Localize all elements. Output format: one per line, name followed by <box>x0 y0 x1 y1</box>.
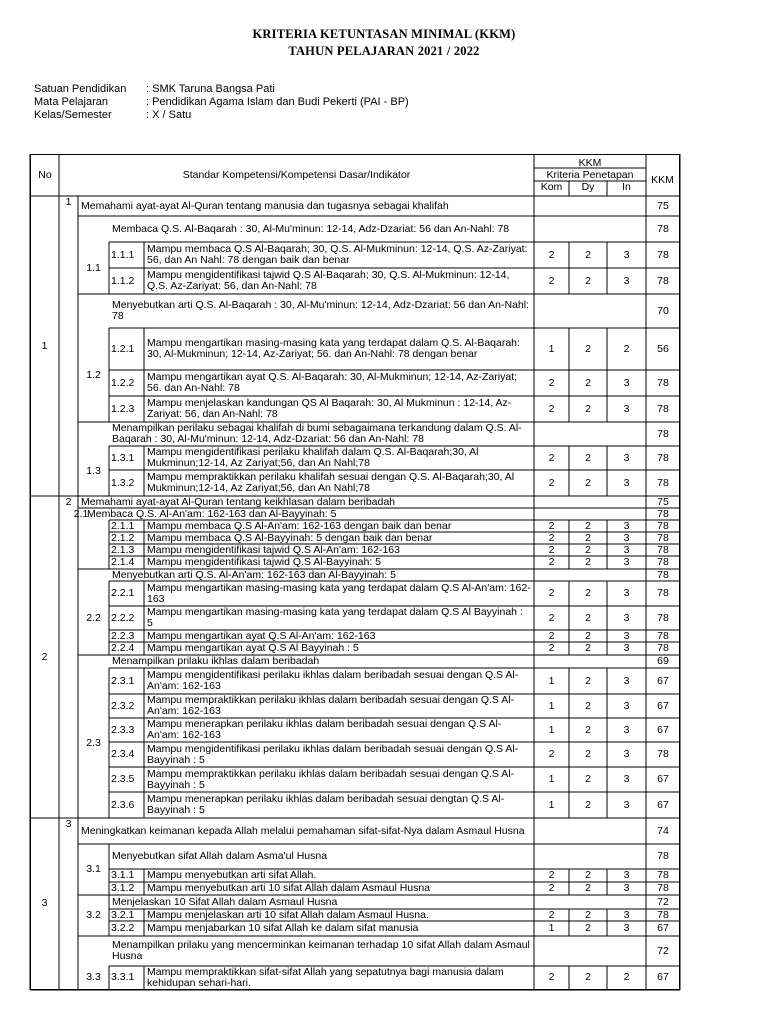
dy-value: 2 <box>585 556 591 568</box>
indicator-text: Mampu menerapkan perilaku ikhlas dalam beribadah sesuai dengtan Q.S Al-Bayyinah : 5 <box>147 793 505 816</box>
document-subtitle: TAHUN PELAJARAN 2021 / 2022 <box>288 44 480 58</box>
indicator-number: 2.3.4 <box>111 748 135 760</box>
kkm-value: 78 <box>657 748 669 760</box>
indicator-text: Mampu mempraktikkan perilaku khalifah sesuai dengan Q.S. Al-Baqarah;30, Al Mukminun;12-14, Az Zariyat;56, dan An Nahl;78 <box>147 471 515 494</box>
kom-value: 2 <box>548 629 555 642</box>
header-no: No <box>38 169 52 181</box>
kom-value: 1 <box>548 922 555 934</box>
dy-value: 2 <box>585 748 591 760</box>
kkm-value: 67 <box>657 674 669 687</box>
info-value: : SMK Taruna Bangsa Pati <box>146 83 275 95</box>
indicator-text: Mampu menjelaskan arti 10 sifat Allah dalam Asmaul Husna. <box>147 908 429 921</box>
info-value: : X / Satu <box>146 109 192 121</box>
kom-value: 1 <box>548 699 555 712</box>
indicator-text: Mampu mengidentifikasi tajwid Q.S Al-An'am: 162-163 <box>147 543 400 556</box>
kkm-value: 67 <box>657 798 669 811</box>
kkm-value: 69 <box>657 655 669 667</box>
kkm-value: 78 <box>657 451 669 464</box>
kkm-value: 78 <box>657 543 669 556</box>
indicator-text: Mampu menyebutkan arti sifat Allah. <box>147 869 317 881</box>
dy-value: 2 <box>585 402 591 415</box>
indicator-number: 2.1.3 <box>111 543 135 556</box>
info-value: : Pendidikan Agama Islam dan Budi Pekerti (PAI - BP) <box>146 96 409 108</box>
dy-value: 2 <box>585 476 591 489</box>
in-value: 3 <box>623 402 630 415</box>
in-value: 2 <box>623 971 630 983</box>
kkm-value: 72 <box>657 895 669 908</box>
kom-value: 2 <box>548 611 555 624</box>
dy-value: 2 <box>585 531 591 544</box>
kd-number: 2.3 <box>86 736 101 749</box>
kd-number: 1.2 <box>86 368 101 381</box>
dy-value: 2 <box>585 699 591 712</box>
indicator-number: 2.3.6 <box>111 798 135 811</box>
dy-value: 2 <box>585 519 591 532</box>
in-value: 3 <box>623 773 630 785</box>
kd-number: 1.1 <box>86 261 101 274</box>
kompetensi-dasar-text: Menyebutkan arti Q.S. Al-An'am: 162-163 dan Al-Bayyinah: 5 <box>112 568 396 581</box>
indicator-number: 2.3.3 <box>111 723 135 736</box>
dy-value: 2 <box>585 248 591 261</box>
in-value: 3 <box>623 611 630 624</box>
indicator-number: 1.2.2 <box>111 376 135 389</box>
info-label: Kelas/Semester <box>34 109 112 121</box>
in-value: 3 <box>623 556 630 568</box>
dy-value: 2 <box>585 882 591 894</box>
indicator-text: Mampu mengidentifikasi perilaku ikhlas dalam beribadah sesuai dengan Q.S Al-An'am: 162-163 <box>147 669 519 692</box>
section-number: 2 <box>41 650 48 663</box>
kkm-value: 78 <box>657 222 669 235</box>
indicator-text: Mampu mengartikan ayat Q.S Al Bayyinah : 5 <box>147 642 359 654</box>
in-value: 3 <box>623 674 630 687</box>
indicator-number: 3.2.1 <box>111 908 135 921</box>
kom-value: 2 <box>548 519 555 532</box>
kom-value: 2 <box>548 971 555 983</box>
kkm-value: 78 <box>657 629 669 642</box>
kkm-value: 78 <box>657 519 669 532</box>
in-value: 3 <box>623 274 630 287</box>
dy-value: 2 <box>585 922 591 934</box>
dy-value: 2 <box>585 642 591 654</box>
info-label: Mata Pelajaran <box>34 96 108 108</box>
kd-number: 1.3 <box>86 464 101 477</box>
kd-number: 3.2 <box>86 909 101 921</box>
dy-value: 2 <box>585 971 591 983</box>
kkm-value: 75 <box>657 199 669 212</box>
header-dy: Dy <box>581 181 595 193</box>
kompetensi-dasar-text: Menyebutkan arti Q.S. Al-Baqarah : 30, Al-Mu'minun: 12-14, Adz-Dzariat: 56 dan An-Nahl: 78 <box>112 299 529 322</box>
indicator-number: 2.2.2 <box>111 611 135 624</box>
standar-kompetensi-text: Meningkatkan keimanan kepada Allah melalui pemahaman sifat-sifat-Nya dalam Asmaul Husna <box>81 824 525 837</box>
in-value: 3 <box>623 248 630 261</box>
kkm-value: 67 <box>657 723 669 736</box>
indicator-text: Mampu mempraktikkan sifat-sifat Allah yang sepatutnya bagi manusia dalam kehidupan sehari-hari. <box>147 965 504 989</box>
dy-value: 2 <box>585 274 591 287</box>
kkm-value: 78 <box>657 611 669 624</box>
kkm-value: 56 <box>657 342 669 355</box>
in-value: 2 <box>623 342 630 355</box>
header-standar-kompetensi: Standar Kompetensi/Kompetensi Dasar/Indikator <box>182 169 411 181</box>
indicator-text: Mampu mengartikan ayat Q.S Al-An'am: 162-163 <box>147 629 376 642</box>
indicator-number: 2.2.3 <box>111 629 135 642</box>
dy-value: 2 <box>585 451 591 464</box>
kkm-value: 70 <box>657 304 669 317</box>
indicator-number: 2.1.2 <box>111 531 135 544</box>
in-value: 3 <box>623 587 630 599</box>
indicator-text: Mampu mengartikan masing-masing kata yang terdapat dalam Q.S Al-An'am: 162-163 <box>147 581 531 605</box>
kd-number: 2.2 <box>86 611 101 624</box>
dy-value: 2 <box>585 611 591 624</box>
indicator-number: 3.1.1 <box>111 869 135 881</box>
indicator-text: Mampu membaca Q.S Al-Baqarah; 30, Q.S. Al-Mukminun: 12-14, Q.S. Az-Zariyat: 56, dan An Nahl: 78 dengan baik dan benar <box>147 243 528 266</box>
info-label: Satuan Pendidikan <box>34 83 127 95</box>
header-kkm-group: KKM <box>578 157 602 169</box>
kompetensi-dasar-text: Membaca Q.S. Al-Baqarah : 30, Al-Mu'minun: 12-14, Adz-Dzariat: 56 dan An-Nahl: 78 <box>112 222 510 235</box>
kkm-value: 78 <box>657 531 669 544</box>
kom-value: 2 <box>548 908 555 921</box>
kompetensi-dasar-text: Menampilkan prilaku ikhlas dalam beribadah <box>112 655 320 667</box>
section-sub-number: 3 <box>65 818 72 830</box>
standar-kompetensi-text: Memahami ayat-ayat Al-Quran tentang manusia dan tugasnya sebagai khalifah <box>81 199 449 212</box>
kd-number: 3.1 <box>86 863 101 875</box>
kom-value: 2 <box>548 748 555 760</box>
indicator-number: 2.3.2 <box>111 699 135 712</box>
kkm-value: 78 <box>657 476 669 489</box>
indicator-number: 1.3.1 <box>111 451 135 464</box>
dy-value: 2 <box>585 342 591 355</box>
in-value: 3 <box>623 543 630 556</box>
in-value: 3 <box>623 451 630 464</box>
in-value: 3 <box>623 748 630 760</box>
kom-value: 1 <box>548 674 555 687</box>
kom-value: 2 <box>548 642 555 654</box>
kkm-value: 78 <box>657 427 669 440</box>
kom-value: 2 <box>548 402 555 415</box>
indicator-number: 2.1.1 <box>111 519 135 532</box>
kom-value: 2 <box>548 248 555 261</box>
kd-number: 3.3 <box>86 971 101 983</box>
kompetensi-dasar-text: Membaca Q.S. Al-An'am: 162-163 dan Al-Bayyinah: 5 <box>87 507 337 520</box>
indicator-number: 3.1.2 <box>111 882 135 894</box>
section-sub-number: 1 <box>65 196 72 208</box>
section-sub-number: 2 <box>65 496 72 508</box>
header-kom: Kom <box>540 181 563 193</box>
kkm-value: 78 <box>657 556 669 568</box>
indicator-text: Mampu menjabarkan 10 sifat Allah ke dalam sifat manusia <box>147 922 419 934</box>
kkm-value: 67 <box>657 773 669 785</box>
indicator-text: Mampu menjelaskan kandungan QS Al Baqarah: 30, Al Mukminun : 12-14, Az-Zariyat: 56, dan An-Nahl: 78 <box>147 397 512 420</box>
kkm-value: 78 <box>657 568 669 581</box>
kompetensi-dasar-text: Menampilkan perilaku sebagai khalifah di bumi sebagaimana terkandung dalam Q.S. Al-Baqarah : 30, Al-Mu'minun: 12-14, Adz-Dzariat: 56 dan An-Nahl: 78 <box>112 422 522 445</box>
kom-value: 2 <box>548 869 555 881</box>
in-value: 3 <box>623 882 630 894</box>
section-number: 3 <box>41 897 48 909</box>
indicator-number: 2.1.4 <box>111 556 135 568</box>
kkm-value: 78 <box>657 402 669 415</box>
dy-value: 2 <box>585 908 591 921</box>
header-in: In <box>622 181 631 193</box>
indicator-text: Mampu membaca Q.S Al-Bayyinah: 5 dengan baik dan benar <box>147 531 433 544</box>
indicator-text: Mampu mengidentifikasi perilaku ikhlas dalam beribadah sesuai dengan Q.S Al- Bayyinah : 5 <box>147 742 519 766</box>
indicator-number: 1.1.2 <box>111 274 135 287</box>
kom-value: 2 <box>548 451 555 464</box>
dy-value: 2 <box>585 773 591 785</box>
indicator-text: Mampu mengidentifikasi tajwid Q.S Al-Bayyinah: 5 <box>147 556 382 568</box>
indicator-text: Mampu membaca Q.S Al-An'am: 162-163 dengan baik dan benar <box>147 519 452 532</box>
dy-value: 2 <box>585 798 591 811</box>
section-number: 1 <box>41 339 48 352</box>
in-value: 3 <box>623 922 630 934</box>
in-value: 3 <box>623 642 630 654</box>
kom-value: 1 <box>548 773 555 785</box>
kom-value: 2 <box>548 882 555 894</box>
kd-number: 2.1 <box>73 507 89 520</box>
indicator-number: 1.1.1 <box>111 248 135 261</box>
indicator-number: 2.3.5 <box>111 773 135 785</box>
kkm-value: 78 <box>657 642 669 654</box>
kompetensi-dasar-text: Menampilkan prilaku yang mencerminkan keimanan terhadap 10 sifat Allah dalam Asmaul Husna <box>112 939 530 962</box>
kkm-value: 67 <box>657 922 669 934</box>
kom-value: 2 <box>548 476 555 489</box>
header-kkm: KKM <box>651 174 674 186</box>
in-value: 3 <box>623 798 630 811</box>
in-value: 3 <box>623 476 630 489</box>
kkm-value: 75 <box>657 495 669 508</box>
kkm-value: 78 <box>657 507 669 520</box>
kompetensi-dasar-text: Menyebutkan sifat Allah dalam Asma'ul Husna <box>112 850 328 862</box>
kd-number <box>78 520 109 569</box>
indicator-number: 2.2.4 <box>111 642 135 654</box>
kkm-value: 67 <box>657 971 669 983</box>
kkm-value: 67 <box>657 699 669 712</box>
dy-value: 2 <box>585 869 591 881</box>
dy-value: 2 <box>585 587 591 599</box>
in-value: 3 <box>623 531 630 544</box>
kompetensi-dasar-text: Menjelaskan 10 Sifat Allah dalam Asmaul Husna <box>112 895 338 908</box>
indicator-text: Mampu menerapkan perilaku ikhlas dalam beribadah sesuai dengan Q.S Al-An'am: 162-163 <box>147 718 502 741</box>
kom-value: 2 <box>548 587 555 599</box>
standar-kompetensi-text: Memahami ayat-ayat Al-Quran tentang keikhlasan dalam beribadah <box>81 495 396 508</box>
kkm-value: 72 <box>657 944 669 957</box>
indicator-number: 1.2.3 <box>111 402 135 415</box>
kkm-value: 78 <box>657 850 669 862</box>
kkm-value: 78 <box>657 869 669 881</box>
kom-value: 1 <box>548 723 555 736</box>
indicator-text: Mampu mengartikan ayat Q.S. Al-Baqarah: 30, Al-Mukminun; 12-14, Az-Zariyat; 56. dan An-Nahl: 78 <box>147 371 518 394</box>
dy-value: 2 <box>585 376 591 389</box>
kkm-value: 78 <box>657 274 669 287</box>
indicator-text: Mampu mengartikan masing-masing kata yang terdapat dalam Q.S. Al-Baqarah: 30, Al-Mukminun; 12-14, Az-Zariyat; 56. dan An-Nahl: 78 dengan benar <box>147 337 520 360</box>
indicator-text: Mampu mengidentifikasi tajwid Q.S Al-Baqarah; 30, Q.S. Al-Mukminun: 12-14, Q.S. Az-Zariyat: 56, dan An-Nahl: 78 <box>147 269 510 292</box>
indicator-text: Mampu mengidentifikasi perilaku khalifah dalam Q.S. Al-Baqarah;30, Al Mukminun;12-14, Az Zariyat;56, dan An Nahl;78 <box>147 446 479 469</box>
kkm-value: 78 <box>657 248 669 261</box>
in-value: 3 <box>623 723 630 736</box>
kkm-value: 78 <box>657 882 669 894</box>
in-value: 3 <box>623 699 630 712</box>
dy-value: 2 <box>585 674 591 687</box>
indicator-number: 2.3.1 <box>111 674 135 687</box>
dy-value: 2 <box>585 629 591 642</box>
kom-value: 1 <box>548 798 555 811</box>
kom-value: 2 <box>548 543 555 556</box>
indicator-number: 1.2.1 <box>111 342 135 355</box>
indicator-text: Mampu mempraktikkan perilaku ikhlas dalam beribadah sesuai dengan Q.S Al- Bayyinah : 5 <box>147 767 515 791</box>
kom-value: 1 <box>548 342 555 355</box>
in-value: 3 <box>623 629 630 642</box>
dy-value: 2 <box>585 723 591 736</box>
kkm-value: 78 <box>657 587 669 599</box>
kom-value: 2 <box>548 556 555 568</box>
kkm-value: 74 <box>657 824 669 837</box>
in-value: 3 <box>623 869 630 881</box>
kom-value: 2 <box>548 376 555 389</box>
kom-value: 2 <box>548 531 555 544</box>
dy-value: 2 <box>585 543 591 556</box>
document-title: KRITERIA KETUNTASAN MINIMAL (KKM) <box>252 27 516 41</box>
in-value: 3 <box>623 376 630 389</box>
indicator-number: 3.2.2 <box>111 922 135 934</box>
kkm-value: 78 <box>657 908 669 921</box>
kkm-value: 78 <box>657 376 669 389</box>
in-value: 3 <box>623 908 630 921</box>
indicator-text: Mampu mengartikan masing-masing kata yang terdapat dalam Q.S Al Bayyinah : 5 <box>147 606 523 629</box>
kom-value: 2 <box>548 274 555 287</box>
indicator-number: 3.3.1 <box>111 971 135 983</box>
indicator-number: 1.3.2 <box>111 476 135 489</box>
indicator-number: 2.2.1 <box>111 587 135 599</box>
indicator-text: Mampu mempraktikkan perilaku ikhlas dalam beribadah sesuai dengan Q.S Al-An'am: 162-163 <box>147 694 515 717</box>
header-kriteria-penetapan: Kriteria Penetapan <box>546 169 634 181</box>
indicator-text: Mampu menyebutkan arti 10 sifat Allah dalam Asmaul Husna <box>147 882 431 894</box>
in-value: 3 <box>623 519 630 532</box>
